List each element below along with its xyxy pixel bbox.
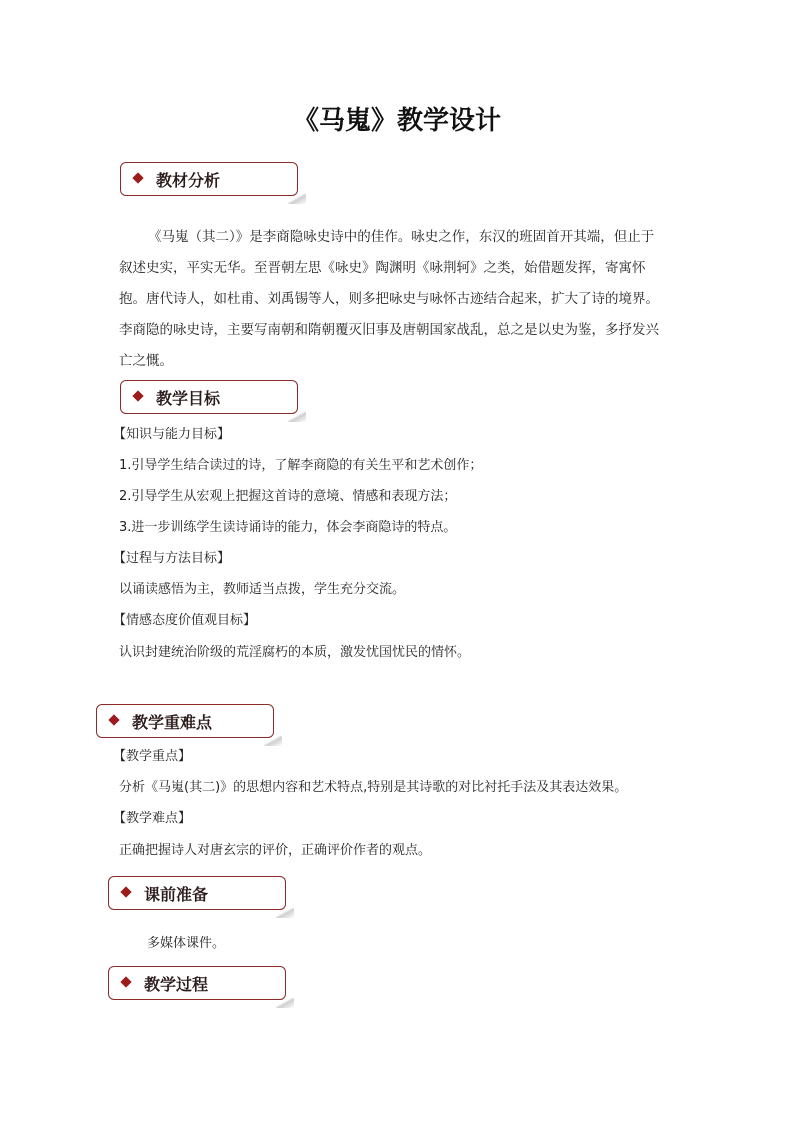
paragraph-line: 叙述史实，平实无华。至晋朝左思《咏史》陶渊明《咏荆轲》之类，始借题发挥，寄寓怀: [119, 260, 646, 276]
process-goal-text: 以诵读感悟为主，教师适当点拨，学生充分交流。: [119, 582, 406, 597]
section-header-goals: [120, 380, 306, 416]
analysis-paragraph: [119, 222, 659, 377]
section-label: 课前准备: [144, 885, 209, 904]
paragraph-line: 李商隐的咏史诗，主要写南朝和隋朝覆灭旧事及唐朝国家战乱，总之是以史为鉴，多抒发兴: [119, 322, 659, 338]
paragraph-line: 《马嵬（其二）》是李商隐咏史诗中的佳作。咏史之作，东汉的班固首开其端，但止于: [148, 229, 655, 245]
emotion-goal-header: 【情感态度价值观目标】: [113, 613, 257, 628]
paragraph-line: 亡之慨。: [119, 353, 173, 369]
section-header-analysis: [120, 162, 306, 198]
knowledge-goal-item: 2.引导学生从宏观上把握这首诗的意境、情感和表现方法；: [119, 489, 457, 504]
section-header-process: [108, 966, 294, 1002]
key-point-header: 【教学重点】: [113, 749, 192, 764]
paragraph-line: 抱。唐代诗人，如杜甫、刘禹锡等人，则多把咏史与咏怀古迹结合起来，扩大了诗的境界。: [119, 291, 659, 307]
section-label: 教学重难点: [132, 713, 213, 732]
knowledge-goal-item: 1.引导学生结合读过的诗，了解李商隐的有关生平和艺术创作；: [119, 458, 483, 473]
difficult-point-header: 【教学难点】: [113, 811, 192, 826]
key-point-text: 分析《马嵬(其二)》的思想内容和艺术特点,特别是其诗歌的对比衬托手法及其表达效果。: [119, 780, 628, 795]
section-label: 教学过程: [144, 975, 209, 994]
section-label: 教材分析: [156, 171, 221, 190]
section-header-keypoints: [96, 704, 282, 740]
knowledge-goal-header: 【知识与能力目标】: [113, 427, 231, 442]
knowledge-goal-item: 3.进一步训练学生读诗诵诗的能力，体会李商隐诗的特点。: [119, 520, 457, 535]
prep-text: 多媒体课件。: [147, 936, 226, 951]
section-header-prep: [108, 876, 294, 912]
emotion-goal-text: 认识封建统治阶级的荒淫腐朽的本质，激发忧国忧民的情怀。: [119, 645, 471, 660]
difficult-point-text: 正确把握诗人对唐玄宗的评价，正确评价作者的观点。: [119, 843, 432, 858]
page-title: 《马嵬》教学设计: [292, 106, 501, 136]
process-goal-header: 【过程与方法目标】: [113, 551, 231, 566]
section-label: 教学目标: [156, 389, 221, 408]
